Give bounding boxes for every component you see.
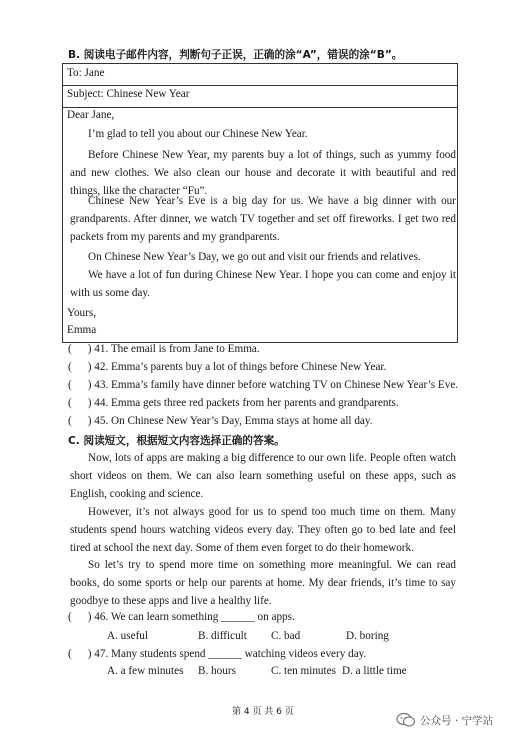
email-subject: Subject: Chinese New Year — [67, 88, 190, 100]
option-a: A. useful — [107, 630, 149, 642]
page-number: 第 4 页 共 6 页 — [232, 707, 294, 717]
answer-paren-close: ) — [87, 415, 92, 427]
question-row — [68, 611, 295, 623]
email-closing: Yours, — [67, 307, 97, 319]
answer-paren-open: ( — [68, 397, 72, 409]
passage-paragraph: However, it’s not always good for us to spend too much time on them. Many students spend hours watching videos every day. They often go to bed late and feel tired at school the next day. Some of them even forget to do their homework. — [70, 506, 456, 554]
question-row — [68, 343, 260, 355]
option-a: A. a few minutes — [107, 665, 184, 677]
question-text: 47. Many students spend ______ watching videos every day. — [94, 648, 367, 660]
answer-paren-open: ( — [68, 343, 72, 355]
answer-paren-close: ) — [87, 361, 92, 373]
email-paragraph: Chinese New Year’s Eve is a big day for us. We have a big dinner with our grandparents. After dinner, we watch TV together and set off fireworks. I get two red packets from my parents and my grandparents. — [70, 195, 456, 243]
answer-paren-close: ) — [87, 611, 92, 623]
answer-paren-open: ( — [68, 415, 72, 427]
option-c: C. bad — [271, 630, 301, 642]
question-text: 43. Emma’s family have dinner before watching TV on Chinese New Year’s Eve. — [94, 379, 459, 391]
section-b-heading: B. 阅读电子邮件内容，判断句子正误，正确的涂“A”，错误的涂“B”。 — [68, 49, 403, 61]
option-d: D. boring — [346, 630, 389, 642]
email-paragraph: On Chinese New Year’s Day, we go out and visit our friends and relatives. — [88, 251, 421, 263]
question-row — [68, 361, 386, 373]
email-greeting: Dear Jane, — [67, 109, 115, 121]
question-row — [68, 397, 399, 409]
answer-paren-close: ) — [87, 343, 92, 355]
option-d: D. a little time — [342, 665, 407, 677]
answer-paren-open: ( — [68, 611, 72, 623]
email-paragraph: I’m glad to tell you about our Chinese New Year. — [88, 128, 308, 140]
option-b: B. difficult — [198, 630, 247, 642]
answer-paren-open: ( — [68, 361, 72, 373]
email-divider — [63, 107, 457, 108]
email-to: To: Jane — [67, 67, 105, 79]
question-text: 41. The email is from Jane to Emma. — [94, 343, 260, 355]
email-signature: Emma — [67, 324, 97, 336]
watermark-text: 公众号 · 宁学站 — [420, 715, 494, 727]
answer-paren-close: ) — [87, 648, 92, 660]
answer-paren-open: ( — [68, 648, 72, 660]
answer-paren-close: ) — [87, 379, 92, 391]
question-text: 44. Emma gets three red packets from her parents and grandparents. — [94, 397, 399, 409]
question-row — [68, 648, 366, 660]
email-paragraph: We have a lot of fun during Chinese New Year. I hope you can come and enjoy it with us some day. — [70, 269, 456, 299]
option-b: B. hours — [198, 665, 236, 677]
email-divider — [63, 85, 457, 86]
passage-paragraph: Now, lots of apps are making a big difference to our own life. People often watch short videos on them. We can also learn something useful on these apps, such as English, cooking and science. — [70, 452, 456, 500]
question-text: 45. On Chinese New Year’s Day, Emma stays at home all day. — [94, 415, 373, 427]
answer-paren-close: ) — [87, 397, 92, 409]
question-row — [68, 379, 458, 391]
passage-paragraph: So let’s try to spend more time on something more meaningful. We can read books, do some sports or help our parents at home. My dear friends, it’s time to say goodbye to these apps and live a healthy life. — [70, 559, 456, 607]
wechat-icon — [396, 712, 416, 728]
question-text: 42. Emma’s parents buy a lot of things before Chinese New Year. — [94, 361, 387, 373]
section-c-heading: C. 阅读短文，根据短文内容选择正确的答案。 — [68, 435, 285, 447]
question-row — [68, 415, 373, 427]
question-text: 46. We can learn something ______ on apps. — [94, 611, 295, 623]
answer-paren-open: ( — [68, 379, 72, 391]
email-paragraph: Before Chinese New Year, my parents buy a lot of things, such as yummy food and new clothes. We also clean our house and decorate it with beautiful and red things, like the character “Fu”. — [70, 149, 456, 197]
option-c: C. ten minutes — [271, 665, 336, 677]
